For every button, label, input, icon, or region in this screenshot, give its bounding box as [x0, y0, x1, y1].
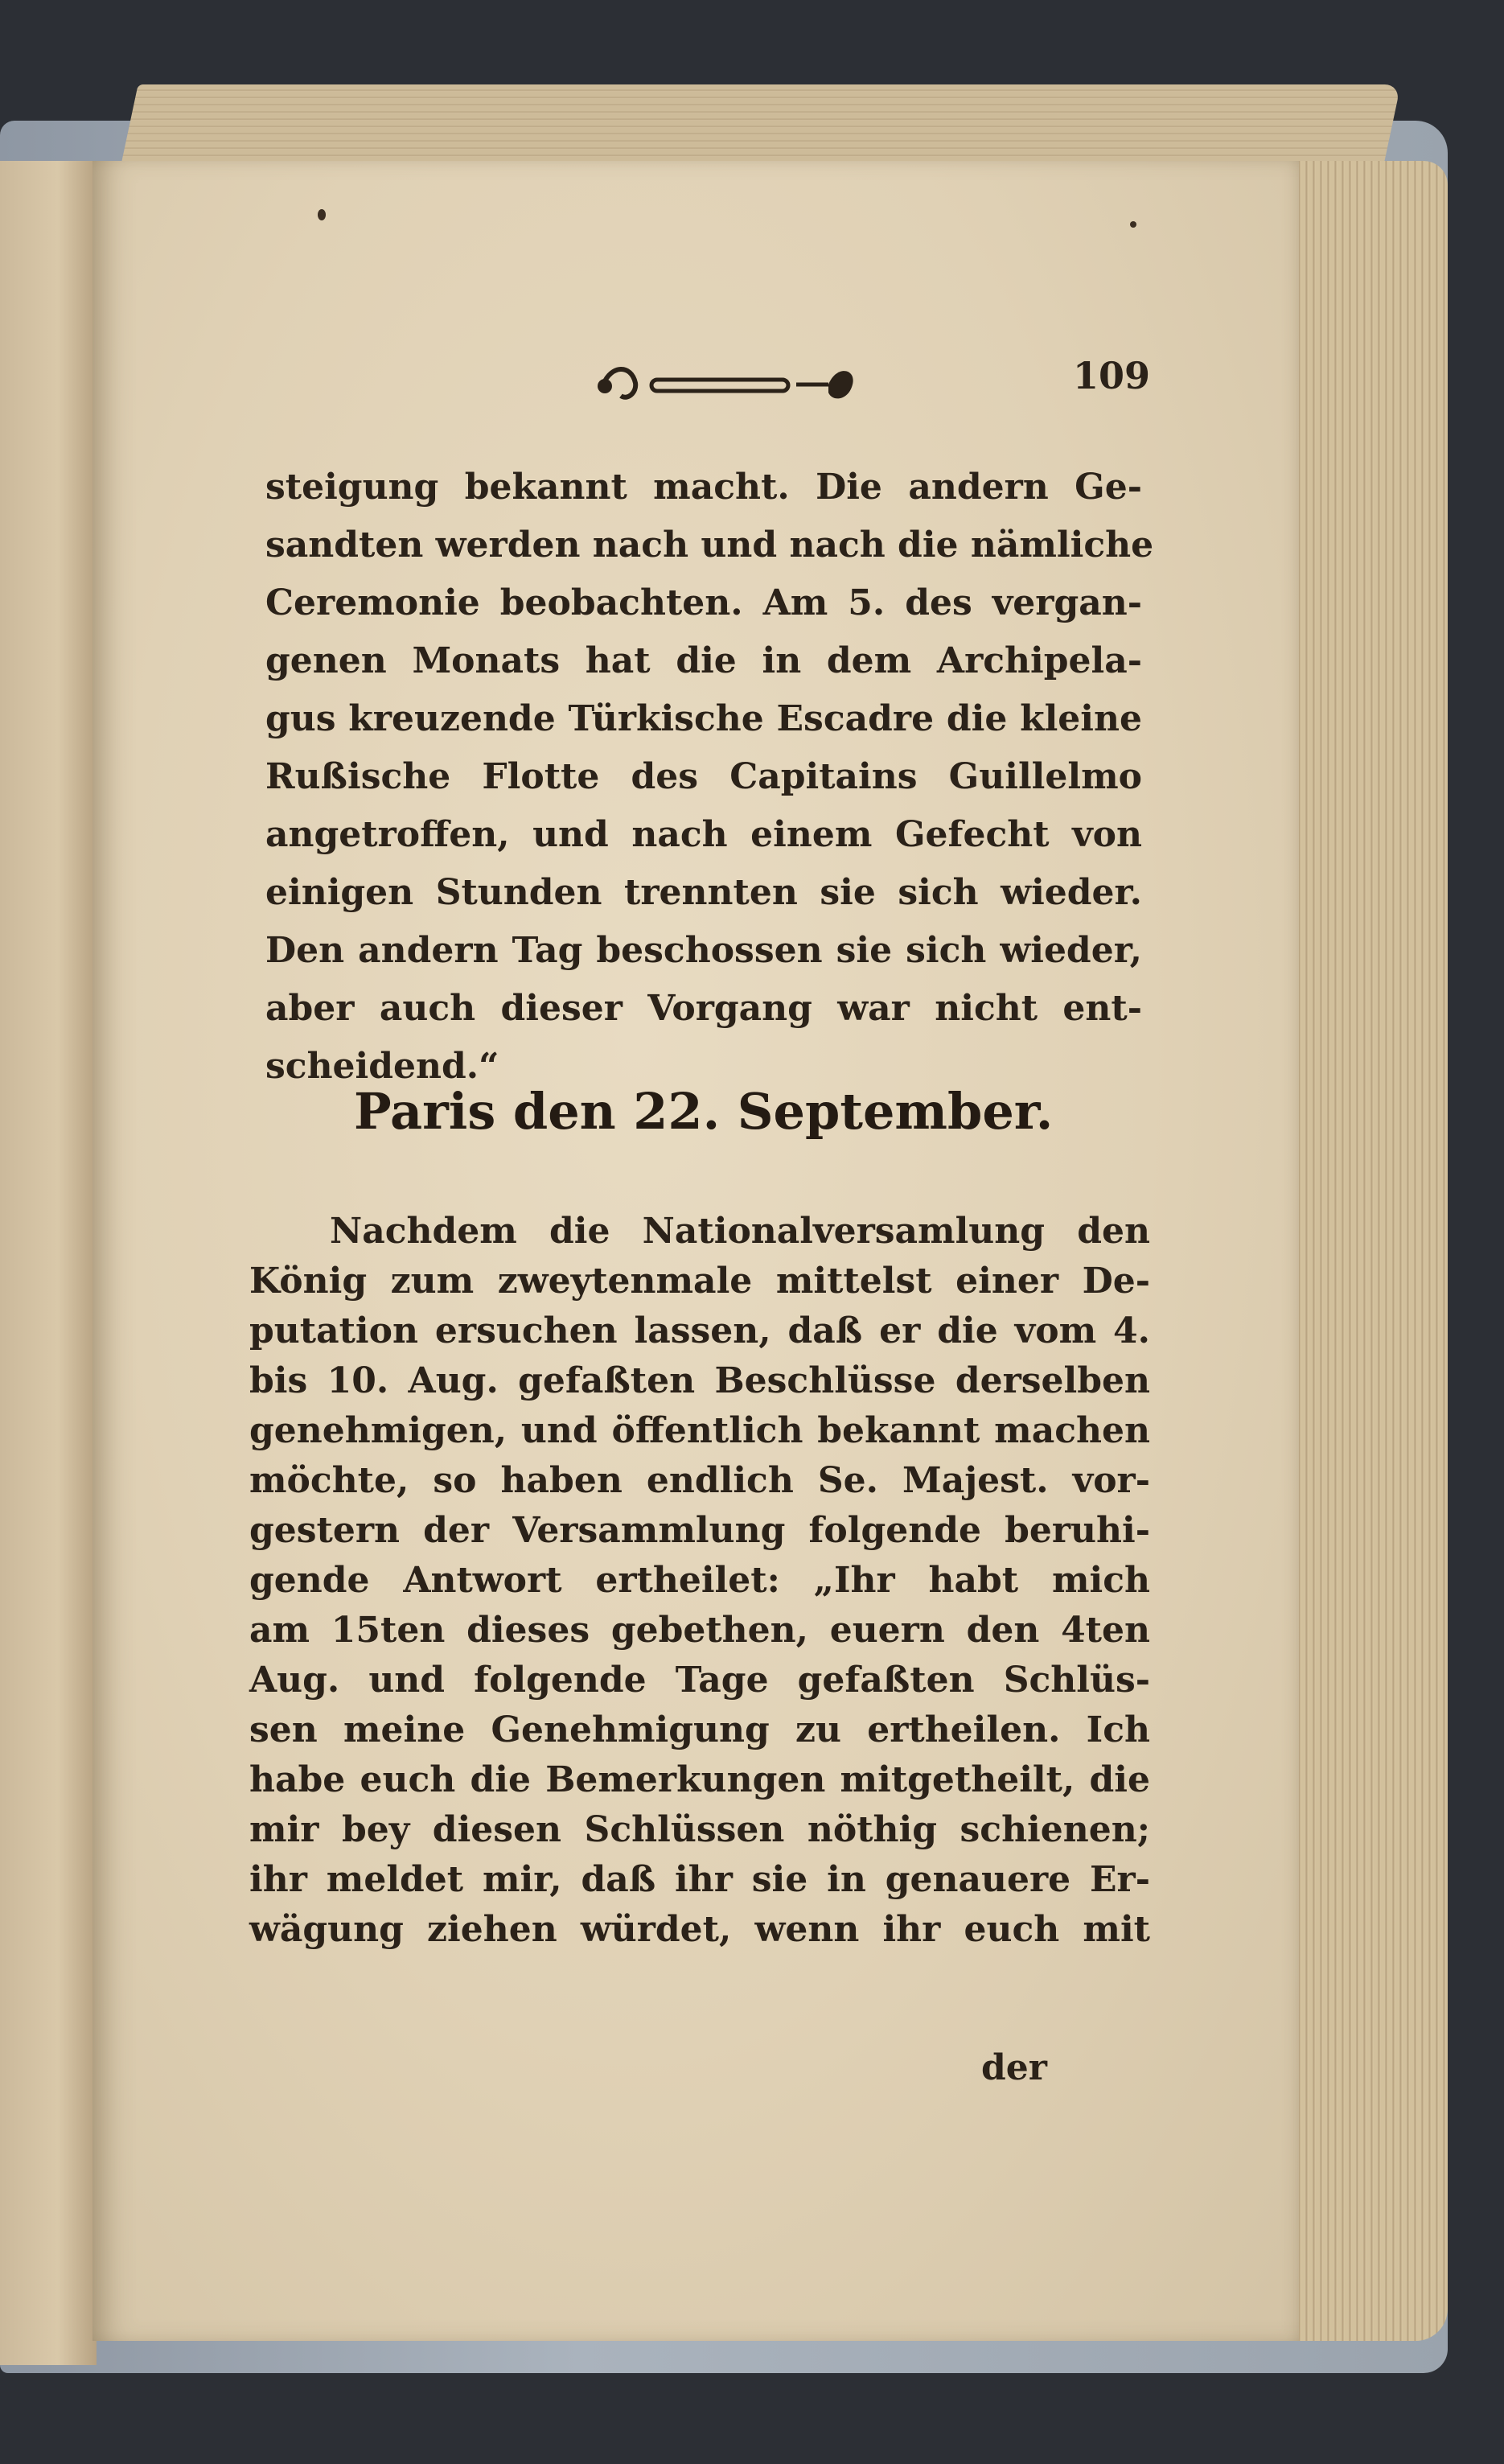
text-line: Rußische Flotte des Capitains Guillelmo: [265, 756, 1142, 797]
running-header: [265, 354, 1150, 426]
text-line: genen Monats hat die in dem Archipela-: [265, 640, 1142, 681]
text-line: sandten werden nach und nach die nämliche: [265, 524, 1154, 566]
section-heading: Paris den 22. September.: [354, 1082, 1054, 1141]
text-line: putation ersuchen lassen, daß er die vom 4.: [249, 1310, 1150, 1351]
text-line: Den andern Tag beschossen sie sich wieder,: [265, 930, 1142, 971]
text-line: möchte, so haben endlich Se. Majest. vor-: [249, 1460, 1150, 1501]
ink-spot: [318, 209, 326, 220]
text-line: Nachdem die Nationalversamlung den: [330, 1211, 1150, 1252]
text-line: gus kreuzende Türkische Escadre die kleine: [265, 698, 1142, 739]
text-line: genehmigen, und öffentlich bekannt machen: [249, 1410, 1150, 1451]
page-fore-edge: [1287, 161, 1448, 2341]
paragraph-report: [249, 1207, 1150, 1955]
page-number: 109: [1072, 354, 1150, 397]
text-line: Ceremonie beobachten. Am 5. des vergan-: [265, 582, 1142, 623]
text-line: sen meine Genehmigung zu ertheilen. Ich: [249, 1709, 1150, 1750]
text-line: ihr meldet mir, daß ihr sie in genauere Er-: [249, 1859, 1150, 1900]
text-line: mir bey diesen Schlüssen nöthig schienen;: [249, 1809, 1150, 1850]
text-line: König zum zweytenmale mittelst einer De-: [249, 1261, 1150, 1302]
text-line: gestern der Versammlung folgende beruhi-: [249, 1510, 1150, 1551]
text-line: steigung bekannt macht. Die andern Ge-: [265, 467, 1142, 508]
text-line: angetroffen, und nach einem Gefecht von: [265, 814, 1142, 855]
text-line: aber auch dieser Vorgang war nicht ent-: [265, 988, 1142, 1029]
text-line: einigen Stunden trennten sie sich wieder.: [265, 872, 1142, 913]
page-stack-top: [119, 84, 1400, 173]
text-line: am 15ten dieses gebethen, euern den 4ten: [249, 1610, 1150, 1651]
ink-spot: [1130, 221, 1136, 228]
text-line: habe euch die Bemerkungen mitgetheilt, die: [249, 1759, 1150, 1800]
catchword: der: [981, 2047, 1047, 2088]
text-line: wägung ziehen würdet, wenn ihr euch mit: [249, 1909, 1150, 1950]
text-line: Aug. und folgende Tage gefaßten Schlüs-: [249, 1660, 1150, 1701]
ornamental-rule-icon: [587, 360, 861, 409]
text-line: gende Antwort ertheilet: „Ihr habt mich: [249, 1560, 1150, 1601]
text-line: scheidend.“: [265, 1046, 499, 1087]
paragraph-continuation: [265, 459, 1154, 1096]
facing-page: [0, 161, 97, 2365]
text-line: bis 10. Aug. gefaßten Beschlüsse derselben: [249, 1360, 1150, 1401]
